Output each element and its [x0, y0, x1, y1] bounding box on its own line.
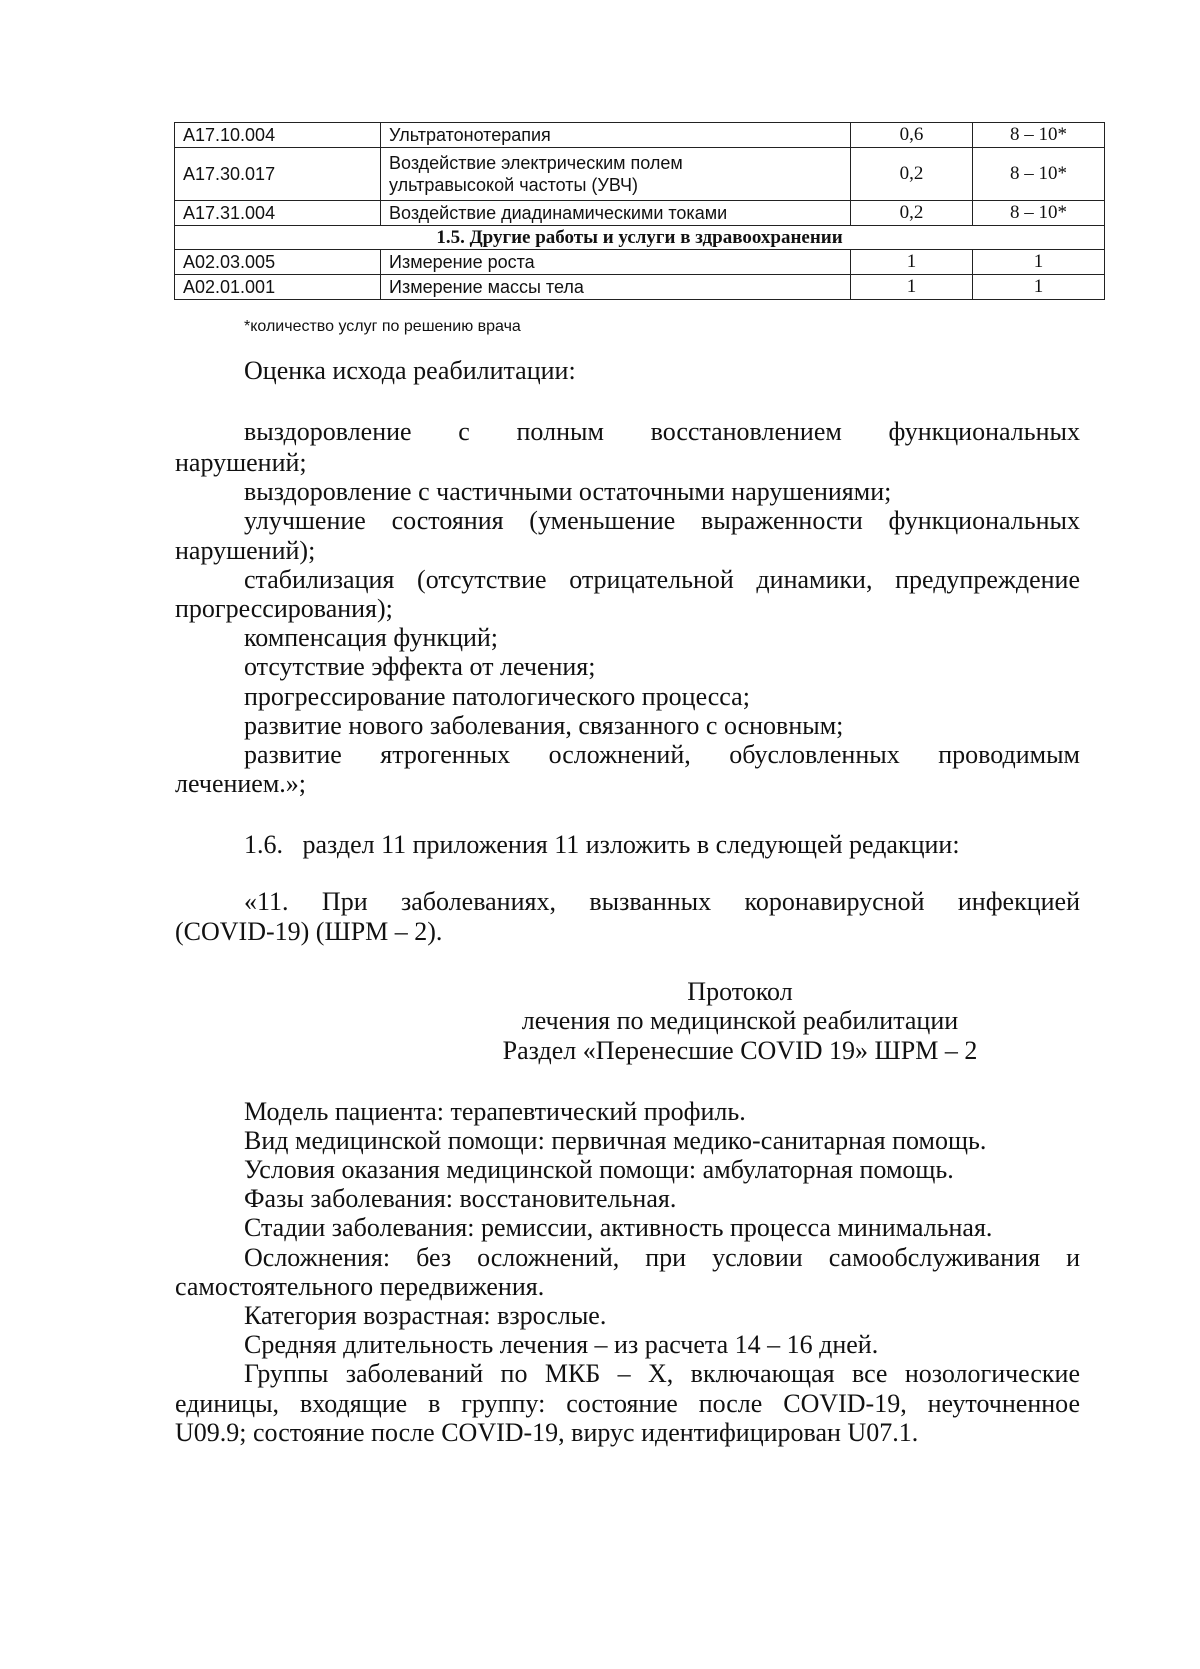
table-row	[175, 123, 1105, 148]
service-ratio: 1	[851, 250, 973, 275]
service-ratio: 1	[851, 275, 973, 300]
outcome-line: стабилизация (отсутствие отрицательной динамики, предупреждение	[244, 565, 1080, 594]
service-name: Воздействие диадинамическими токами	[381, 201, 851, 226]
table-row	[175, 275, 1105, 300]
service-ratio: 0,2	[851, 201, 973, 226]
protocol-param: Вид медицинской помощи: первичная медико-санитарная помощь.	[244, 1126, 987, 1155]
service-code: А17.31.004	[175, 201, 381, 226]
service-count: 1	[973, 275, 1105, 300]
section-title-line: «11. При заболеваниях, вызванных коронавирусной инфекцией	[244, 887, 1080, 916]
protocol-param: Осложнения: без осложнений, при условии самообслуживания и	[244, 1243, 1080, 1272]
outcome-line: нарушений;	[175, 448, 307, 477]
outcome-line: лечением.»;	[175, 769, 307, 798]
table-row	[175, 201, 1105, 226]
service-count: 8 – 10*	[973, 148, 1105, 201]
service-code: А17.10.004	[175, 123, 381, 148]
protocol-param: Модель пациента: терапевтический профиль.	[244, 1097, 746, 1126]
table-footnote: *количество услуг по решению врача	[244, 318, 521, 335]
service-name: Ультратонотерапия	[381, 123, 851, 148]
outcome-line: прогрессирование патологического процесса;	[244, 682, 750, 711]
table-row	[175, 148, 1105, 201]
protocol-section: Раздел «Перенесшие COVID 19» ШРМ – 2	[502, 1036, 978, 1065]
protocol-param: Группы заболеваний по МКБ – X, включающая все нозологические	[244, 1359, 1080, 1388]
protocol-title: Протокол	[687, 977, 793, 1006]
outcome-line: компенсация функций;	[244, 623, 499, 652]
service-ratio: 0,2	[851, 148, 973, 201]
service-code: А02.03.005	[175, 250, 381, 275]
table-section-heading-row	[175, 226, 1105, 250]
protocol-param: U09.9; состояние после COVID-19, вирус идентифицирован U07.1.	[175, 1418, 919, 1447]
outcome-line: выздоровление с частичными остаточными нарушениями;	[244, 477, 892, 506]
protocol-param: Средняя длительность лечения – из расчета 14 – 16 дней.	[244, 1330, 879, 1359]
service-code: А17.30.017	[175, 148, 381, 201]
protocol-param: самостоятельного передвижения.	[175, 1272, 545, 1301]
services-table	[174, 122, 1105, 300]
service-name: Измерение роста	[381, 250, 851, 275]
table-row	[175, 250, 1105, 275]
service-count: 8 – 10*	[973, 201, 1105, 226]
protocol-param: Условия оказания медицинской помощи: амбулаторная помощь.	[244, 1155, 954, 1184]
table-section-heading: 1.5. Другие работы и услуги в здравоохранении	[175, 226, 1105, 250]
protocol-subtitle: лечения по медицинской реабилитации	[521, 1006, 959, 1035]
protocol-param: Фазы заболевания: восстановительная.	[244, 1184, 677, 1213]
outcome-heading: Оценка исхода реабилитации:	[244, 356, 576, 385]
protocol-param: единицы, входящие в группу: состояние после COVID-19, неуточненное	[175, 1389, 1080, 1418]
outcome-line: улучшение состояния (уменьшение выраженности функциональных	[244, 506, 1080, 535]
outcome-line: развитие нового заболевания, связанного с основным;	[244, 711, 844, 740]
outcome-line: выздоровление с полным восстановлением функциональных	[244, 417, 1080, 446]
service-count: 1	[973, 250, 1105, 275]
outcome-line: развитие ятрогенных осложнений, обусловленных проводимым	[244, 740, 1080, 769]
protocol-param: Стадии заболевания: ремиссии, активность процесса минимальная.	[244, 1213, 993, 1242]
service-name: Измерение массы тела	[381, 275, 851, 300]
service-count: 8 – 10*	[973, 123, 1105, 148]
service-ratio: 0,6	[851, 123, 973, 148]
amendment-item: 1.6. раздел 11 приложения 11 изложить в следующей редакции:	[244, 830, 960, 859]
protocol-param: Категория возрастная: взрослые.	[244, 1301, 607, 1330]
outcome-line: прогрессирования);	[175, 594, 393, 623]
outcome-line: отсутствие эффекта от лечения;	[244, 652, 596, 681]
service-name	[381, 148, 851, 201]
service-code: А02.01.001	[175, 275, 381, 300]
service-name-line: ультравысокой частоты (УВЧ)	[389, 175, 639, 195]
outcome-line: нарушений);	[175, 536, 316, 565]
service-name-line: Воздействие электрическим полем	[389, 153, 683, 173]
section-title-line: (COVID-19) (ШРМ – 2).	[175, 917, 443, 946]
